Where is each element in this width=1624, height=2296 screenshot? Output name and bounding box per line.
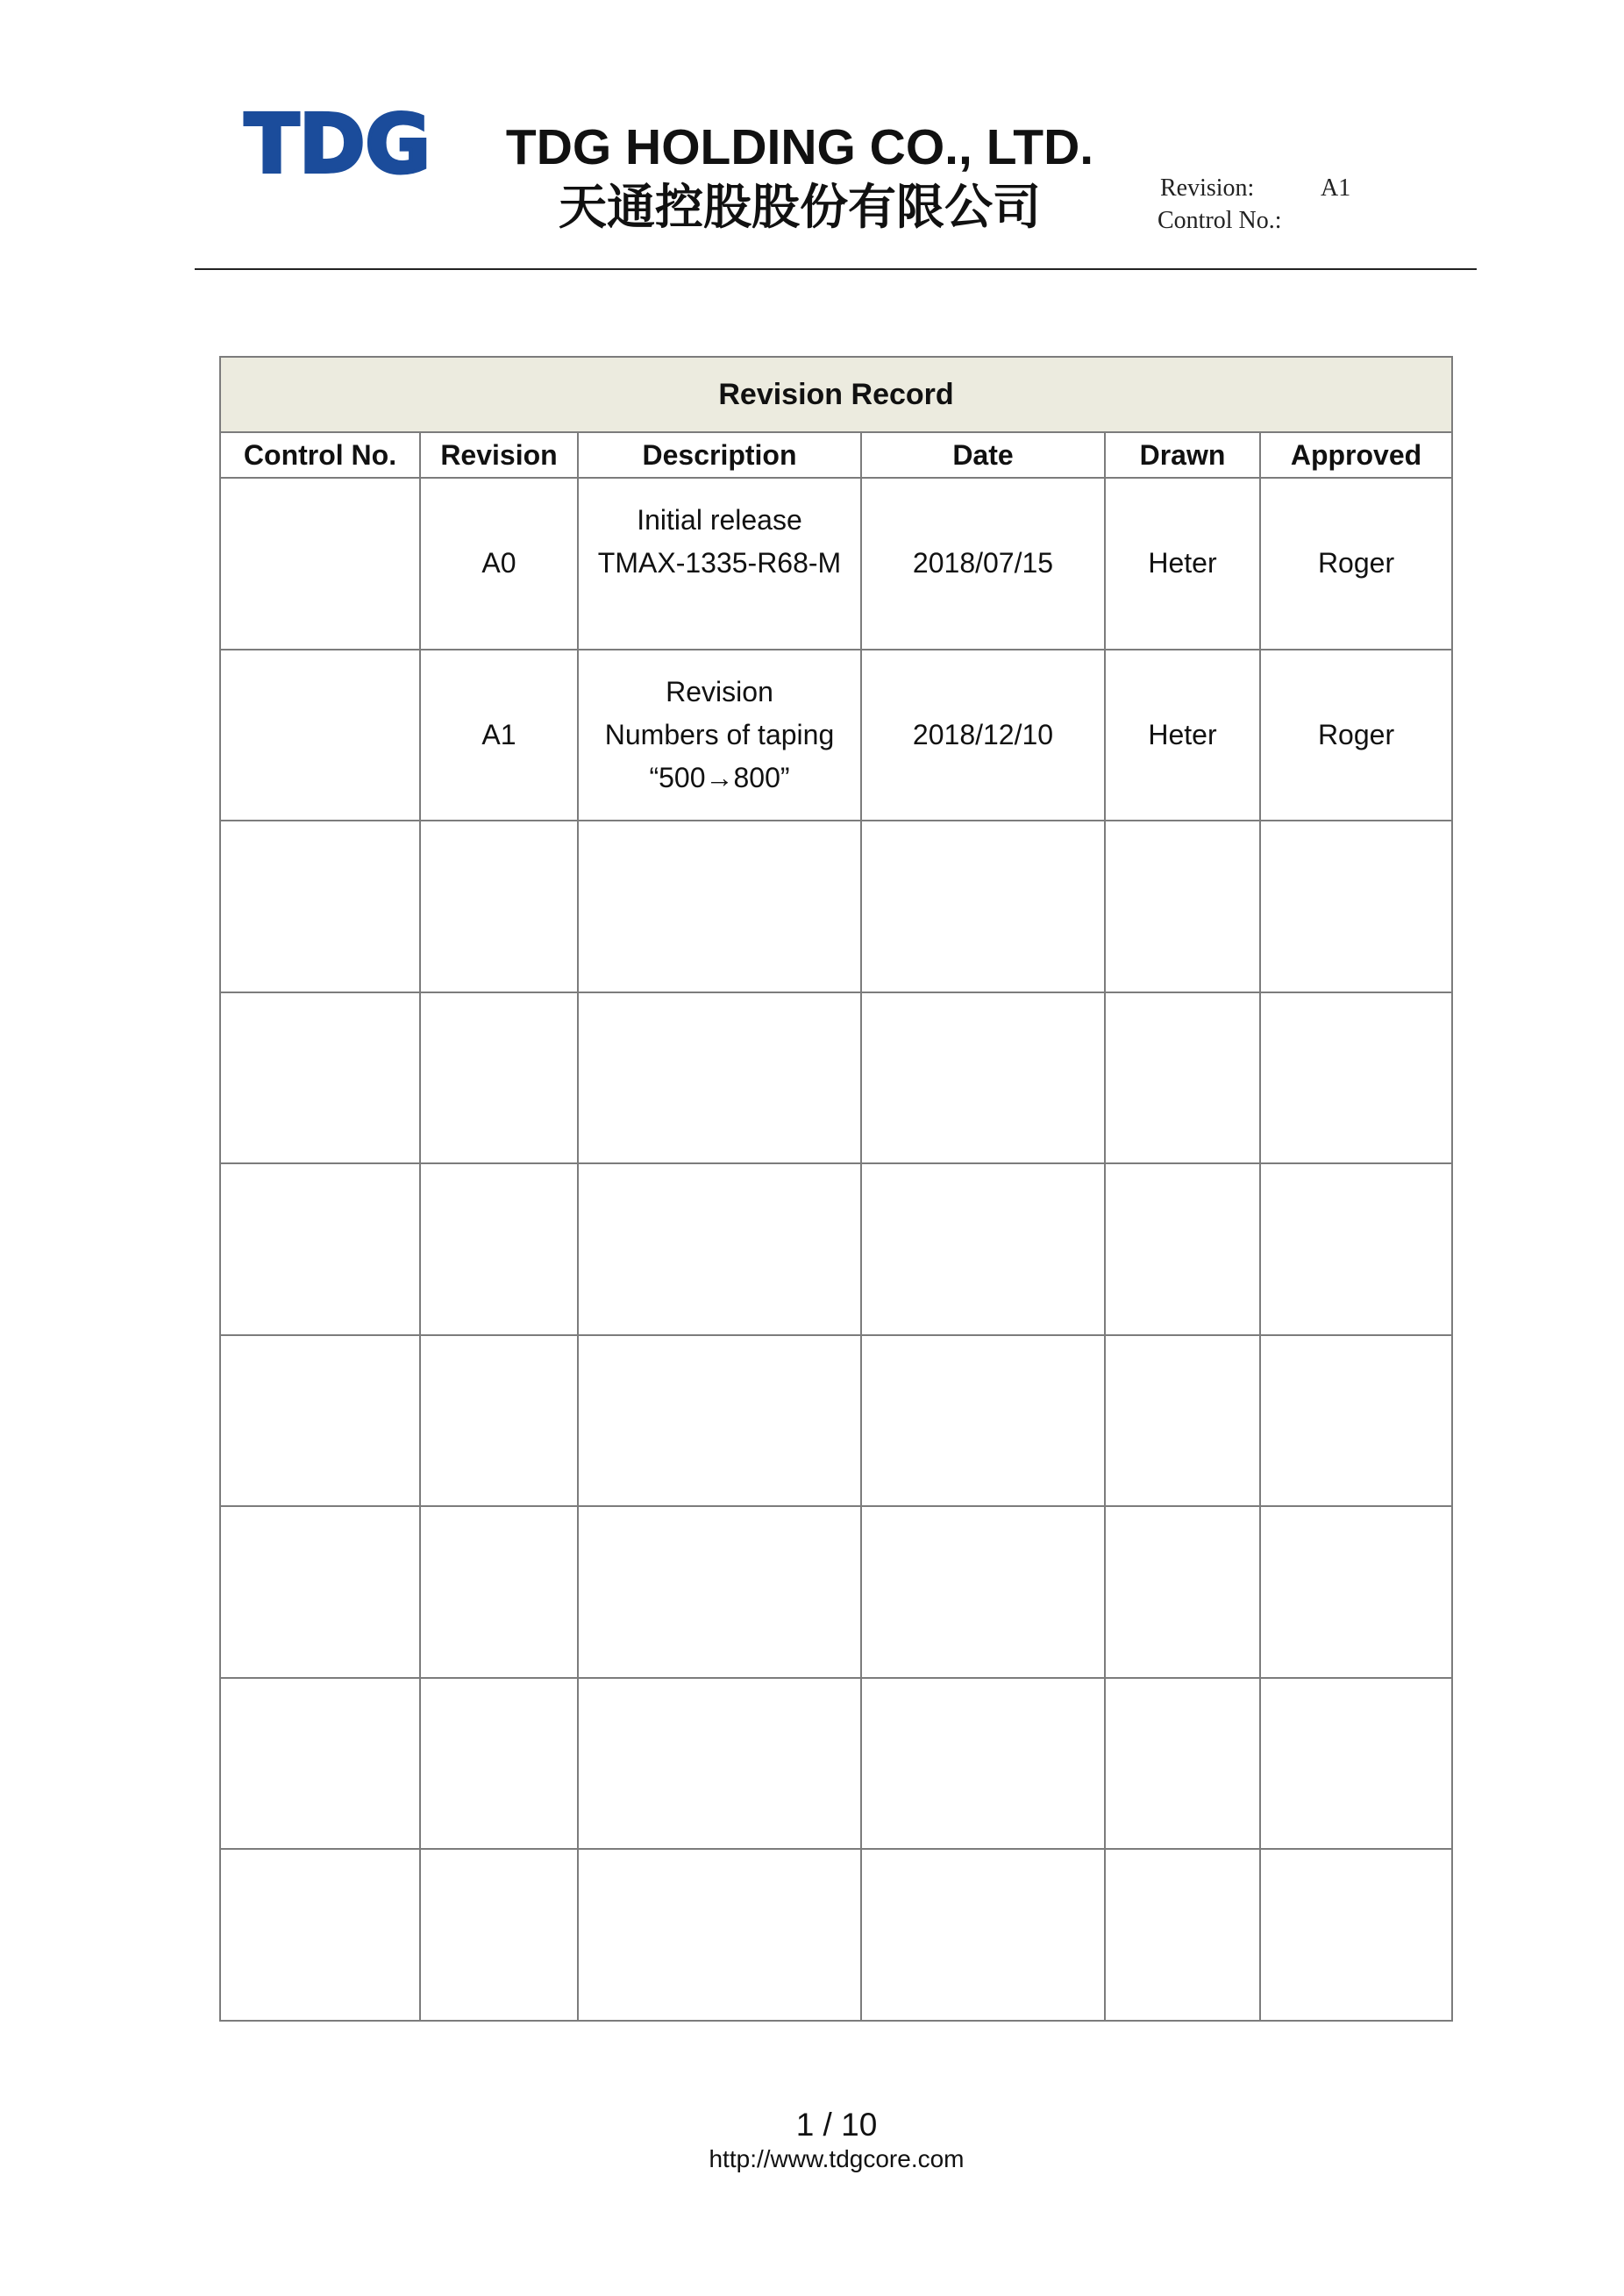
cell-control-no bbox=[220, 1335, 420, 1507]
cell-date bbox=[861, 1678, 1105, 1850]
cell-approved bbox=[1260, 1506, 1452, 1678]
tdg-logo bbox=[243, 110, 436, 176]
description-line: TMAX-1335-R68-M bbox=[597, 547, 842, 579]
website-url: http://www.tdgcore.com bbox=[709, 2145, 965, 2172]
company-name-en: TDG HOLDING CO., LTD. bbox=[505, 119, 1094, 175]
logo-text: TDG bbox=[245, 110, 431, 176]
cell-revision: A0 bbox=[420, 478, 578, 650]
cell-description bbox=[578, 1678, 861, 1850]
cell-description bbox=[578, 1335, 861, 1507]
cell-control-no bbox=[220, 1163, 420, 1335]
revision-value: A1 bbox=[1321, 174, 1351, 202]
cell-description bbox=[578, 821, 861, 992]
table-row bbox=[220, 1163, 1452, 1335]
table-row bbox=[220, 650, 1452, 821]
cell-approved bbox=[1260, 821, 1452, 992]
table-title-row bbox=[220, 357, 1452, 432]
cell-date bbox=[861, 1163, 1105, 1335]
cell-drawn bbox=[1105, 992, 1260, 1164]
column-header-drawn: Drawn bbox=[1105, 432, 1260, 478]
cell-revision bbox=[420, 1506, 578, 1678]
table-row bbox=[220, 1678, 1452, 1850]
cell-drawn bbox=[1105, 1163, 1260, 1335]
cell-description bbox=[578, 992, 861, 1164]
description-line: “500→800” bbox=[649, 761, 790, 793]
table-header-row bbox=[220, 432, 1452, 478]
header-divider bbox=[195, 268, 1477, 270]
cell-description bbox=[578, 1163, 861, 1335]
table-row bbox=[220, 992, 1452, 1164]
table-title: Revision Record bbox=[220, 357, 1452, 432]
column-header-control-no: Control No. bbox=[220, 432, 420, 478]
cell-approved bbox=[1260, 992, 1452, 1164]
page-number: 1 / 10 bbox=[795, 2107, 878, 2143]
cell-drawn bbox=[1105, 1849, 1260, 2021]
table-row bbox=[220, 821, 1452, 992]
description-lines bbox=[579, 671, 860, 800]
cell-date: 2018/07/15 bbox=[861, 478, 1105, 650]
column-header-description: Description bbox=[578, 432, 861, 478]
cell-control-no bbox=[220, 1849, 420, 2021]
cell-control-no bbox=[220, 1678, 420, 1850]
cell-approved: Roger bbox=[1260, 650, 1452, 821]
cell-date bbox=[861, 821, 1105, 992]
cell-revision bbox=[420, 821, 578, 992]
column-header-approved: Approved bbox=[1260, 432, 1452, 478]
cell-description bbox=[578, 650, 861, 821]
cell-date bbox=[861, 1849, 1105, 2021]
cell-date bbox=[861, 992, 1105, 1164]
cell-description bbox=[578, 1849, 861, 2021]
cell-revision bbox=[420, 1678, 578, 1850]
table-row bbox=[220, 1335, 1452, 1507]
table-row bbox=[220, 1506, 1452, 1678]
cell-revision: A1 bbox=[420, 650, 578, 821]
description-line: Numbers of taping bbox=[604, 718, 835, 750]
cell-revision bbox=[420, 1849, 578, 2021]
cell-control-no bbox=[220, 1506, 420, 1678]
cell-drawn bbox=[1105, 1678, 1260, 1850]
revision-label: Revision: bbox=[1160, 174, 1255, 202]
cell-approved bbox=[1260, 1163, 1452, 1335]
cell-control-no bbox=[220, 821, 420, 992]
cell-drawn: Heter bbox=[1105, 650, 1260, 821]
cell-date bbox=[861, 1506, 1105, 1678]
description-line: Initial release bbox=[637, 504, 802, 537]
cell-drawn: Heter bbox=[1105, 478, 1260, 650]
cell-control-no bbox=[220, 992, 420, 1164]
table-row bbox=[220, 1849, 1452, 2021]
column-header-date: Date bbox=[861, 432, 1105, 478]
table-row bbox=[220, 478, 1452, 650]
cell-revision bbox=[420, 1163, 578, 1335]
cell-revision bbox=[420, 1335, 578, 1507]
cell-drawn bbox=[1105, 821, 1260, 992]
cell-drawn bbox=[1105, 1506, 1260, 1678]
cell-approved bbox=[1260, 1849, 1452, 2021]
revision-record-table bbox=[219, 356, 1453, 2022]
cell-approved bbox=[1260, 1678, 1452, 1850]
cell-description bbox=[578, 1506, 861, 1678]
cell-control-no bbox=[220, 478, 420, 650]
description-line: Revision bbox=[666, 675, 773, 707]
cell-control-no bbox=[220, 650, 420, 821]
column-header-revision: Revision bbox=[420, 432, 578, 478]
cell-revision bbox=[420, 992, 578, 1164]
description-lines bbox=[579, 499, 860, 628]
cell-approved: Roger bbox=[1260, 478, 1452, 650]
control-no-label: Control No.: bbox=[1157, 207, 1282, 234]
cell-date: 2018/12/10 bbox=[861, 650, 1105, 821]
cell-date bbox=[861, 1335, 1105, 1507]
cell-drawn bbox=[1105, 1335, 1260, 1507]
cell-description bbox=[578, 478, 861, 650]
company-name-zh: 天通控股股份有限公司 bbox=[558, 179, 1041, 235]
cell-approved bbox=[1260, 1335, 1452, 1507]
